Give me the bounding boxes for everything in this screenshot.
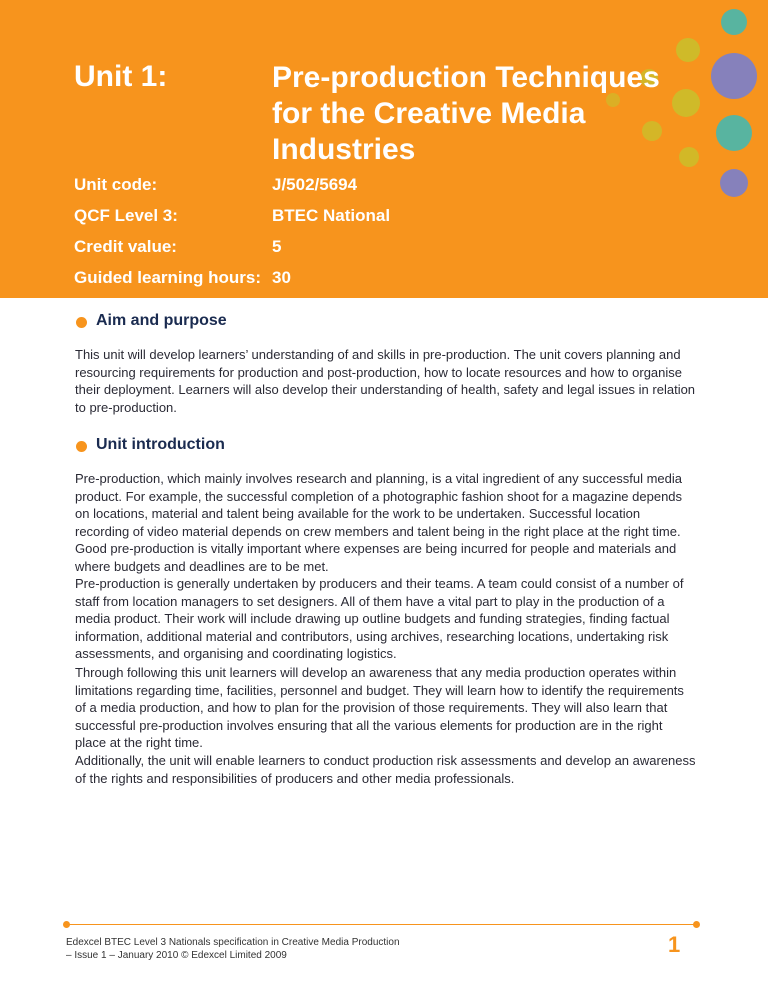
section-title: Unit introduction (96, 436, 225, 453)
unit-label: Unit 1: (74, 60, 168, 93)
dot-purple (711, 53, 757, 99)
meta-value: 5 (272, 237, 282, 256)
footer-line-2: – Issue 1 – January 2010 © Edexcel Limited 2009 (66, 950, 287, 961)
footer-text (66, 936, 400, 962)
dot-teal (721, 9, 747, 35)
dot-purple (720, 169, 748, 197)
meta-key: Guided learning hours: (74, 268, 262, 287)
header-banner (0, 0, 768, 298)
footer-line-1: Edexcel BTEC Level 3 Nationals specification in Creative Media Production (66, 937, 400, 948)
dot-lime (672, 89, 700, 117)
unit-title: Pre-production Techniques for the Creative Media Industries (272, 61, 660, 166)
intro-paragraph: Additionally, the unit will enable learners to conduct production risk assessments and develop an awareness of the rights and responsibilities of producers and other media professionals. (75, 753, 696, 786)
intro-paragraph: Through following this unit learners will develop an awareness that any media production operates within limitations regarding time, facilities, personnel and budget. They will learn how to identify the requirements of a media production, and how to plan for the provision of those requirements. They will also learn that successful pre-production involves ensuring that all the various elements for production are in the right place at the right time. (75, 665, 684, 751)
dot-lime (679, 147, 699, 167)
footer-dot-left (63, 921, 70, 928)
dot-teal (716, 115, 752, 151)
meta-value: BTEC National (272, 206, 391, 225)
bullet-icon (76, 317, 87, 328)
intro-paragraph: Pre-production, which mainly involves research and planning, is a vital ingredient of any successful media product. For example, the successful completion of a photographic fashion shoot for a magazine depends on locations, material and talent being available for the work to be undertaken. Successful location recording of video material depends on crew members and talent being in the right place at the right time. Good pre-production is vitally important where expenses are being incurred for people and materials and where budgets and deadlines are to be met. (75, 471, 683, 574)
page-number: 1 (668, 932, 681, 957)
meta-key: Unit code: (74, 175, 158, 194)
footer-dot-right (693, 921, 700, 928)
meta-value: 30 (272, 268, 291, 287)
meta-key: Credit value: (74, 237, 177, 256)
intro-heading (76, 436, 225, 454)
aim-text: This unit will develop learners’ understanding of and skills in pre-production. The unit covers planning and resourcing requirements for production and post-production, how to locate resources and how to organise their deployment. Learners will also develop their understanding of health, safety and legal issues in relation to pre-production. (75, 347, 696, 415)
dot-lime (676, 38, 700, 62)
bullet-icon (76, 441, 87, 452)
footer-rule (66, 924, 696, 925)
intro-paragraph: Pre-production is generally undertaken by producers and their teams. A team could consist of a number of staff from location managers to set designers. All of them have a vital part to play in the production of a media product. Their work will include drawing up outline budgets and funding strategies, finding factual information, additional material and contributors, using archives, researching locations, undertaking risk assessments, and organising and coordinating logistics. (75, 576, 684, 662)
meta-value: J/502/5694 (272, 175, 358, 194)
section-title: Aim and purpose (96, 312, 227, 329)
aim-heading (76, 312, 227, 330)
meta-key: QCF Level 3: (74, 206, 178, 225)
